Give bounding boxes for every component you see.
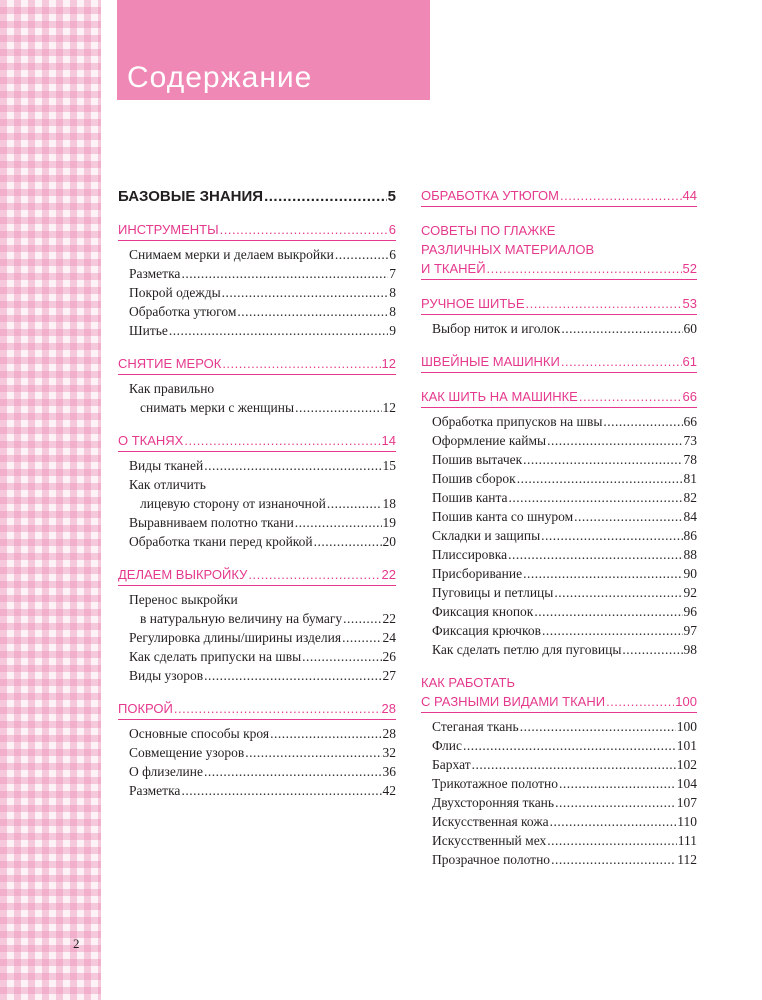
toc-leader: [554, 583, 682, 602]
toc-entry[interactable]: [118, 379, 396, 417]
gingham-border: [0, 0, 101, 1000]
toc-entry-label: Совмещение узоров: [129, 745, 245, 760]
toc-entry[interactable]: [421, 774, 697, 793]
toc-entry-row: [432, 564, 697, 583]
toc-entry-label: Пошив сборок: [432, 471, 516, 486]
toc-sections-right: [421, 186, 697, 869]
toc-entry-label: Присборивание: [432, 566, 523, 581]
toc-section-title: [118, 699, 396, 718]
toc-entry-row: [129, 781, 396, 800]
toc-leader: [574, 507, 682, 526]
toc-entry-label: С РАЗНЫМИ ВИДАМИ ТКАНИ: [421, 694, 606, 709]
toc-entry-page: 96: [683, 604, 697, 619]
toc-section-title: [421, 186, 697, 205]
toc-section-heading[interactable]: [421, 352, 697, 373]
toc-leader: [560, 186, 682, 205]
toc-entry-row: [432, 545, 697, 564]
toc-section: [118, 565, 396, 685]
toc-entry[interactable]: [118, 264, 396, 283]
toc-entry[interactable]: [421, 469, 697, 488]
toc-section: [421, 673, 697, 869]
toc-entry-row: [432, 469, 697, 488]
toc-entry-label: Двухсторонняя ткань: [432, 795, 555, 810]
toc-leader: [523, 450, 682, 469]
toc-sections-left: [118, 220, 396, 800]
toc-section-title: [118, 565, 396, 584]
toc-entry-label: Регулировка длины/ширины изделия: [129, 630, 342, 645]
toc-leader: [561, 319, 682, 338]
toc-entry-label: ПОКРОЙ: [118, 701, 173, 716]
toc-part-label: БАЗОВЫЕ ЗНАНИЯ: [118, 188, 264, 205]
toc-entry-label: Пошив канта: [432, 490, 508, 505]
page-title: Содержание: [127, 61, 313, 94]
toc-section: [118, 431, 396, 551]
toc-entry[interactable]: [421, 793, 697, 812]
toc-entry[interactable]: [421, 526, 697, 545]
toc-section: [421, 294, 697, 338]
toc-entry-page: 111: [677, 833, 697, 848]
toc-section-heading[interactable]: [421, 673, 697, 713]
toc-entry-page: 84: [683, 509, 697, 524]
toc-entry-row: [432, 583, 697, 602]
toc-section-title-line: РАЗЛИЧНЫХ МАТЕРИАЛОВ: [421, 242, 595, 257]
toc-leader: [547, 831, 676, 850]
toc-entry-row: [129, 743, 396, 762]
toc-entry[interactable]: [118, 245, 396, 264]
toc-entry-row: [129, 724, 396, 743]
toc-entry-page: 98: [683, 642, 697, 657]
toc-leader: [523, 564, 682, 583]
toc-entry-page: 110: [677, 814, 697, 829]
toc-entry-label: ДЕЛАЕМ ВЫКРОЙКУ: [118, 567, 248, 582]
toc-entry-page: 26: [382, 649, 396, 664]
toc-entry-page: 78: [683, 452, 697, 467]
toc-entry-page: 107: [676, 795, 697, 810]
toc-leader: [550, 812, 677, 831]
toc-leader: [487, 259, 682, 278]
toc-entry-label: Оформление каймы: [432, 433, 547, 448]
toc-entry-label: Складки и защипы: [432, 528, 541, 543]
toc-leader: [248, 565, 380, 584]
toc-entry-page: 28: [382, 726, 396, 741]
toc-entry-row: [129, 245, 396, 264]
toc-entry-page: 7: [389, 266, 396, 281]
toc-leader: [463, 736, 676, 755]
toc-entry-label: Основные способы кроя: [129, 726, 270, 741]
toc-entry-page: 32: [382, 745, 396, 760]
toc-entry-label: в натуральную величину на бумагу: [140, 611, 343, 626]
toc-leader: [204, 762, 382, 781]
toc-entry-page: 19: [382, 515, 396, 530]
toc-section: [421, 387, 697, 659]
toc-entry-label: Фиксация кнопок: [432, 604, 534, 619]
toc-leader: [509, 488, 683, 507]
toc-entry-label: О ТКАНЯХ: [118, 433, 184, 448]
toc-section-title: [118, 431, 396, 450]
toc-entry-label: И ТКАНЕЙ: [421, 261, 486, 276]
toc-entry[interactable]: [421, 755, 697, 774]
toc-entry-page: 12: [381, 356, 396, 371]
toc-entry-row: [432, 488, 697, 507]
toc-leader: [237, 302, 388, 321]
toc-section-title: [421, 692, 697, 711]
toc-entry-page: 92: [683, 585, 697, 600]
toc-entry[interactable]: [421, 412, 697, 431]
toc-entry-row: [129, 494, 396, 513]
toc-leader: [534, 602, 682, 621]
toc-entry[interactable]: [421, 319, 697, 338]
toc-column-right: [421, 186, 697, 869]
toc-entry[interactable]: [421, 450, 697, 469]
toc-entry-row: [129, 398, 396, 417]
toc-leader: [302, 647, 381, 666]
toc-section-title: [421, 259, 697, 278]
toc-entry-row: [129, 609, 396, 628]
toc-entry[interactable]: [118, 628, 396, 647]
toc-entry-label: Искусственная кожа: [432, 814, 549, 829]
toc-leader: [222, 283, 389, 302]
toc-entry[interactable]: [118, 513, 396, 532]
toc-entry[interactable]: [421, 583, 697, 602]
toc-entry-page: 81: [683, 471, 697, 486]
toc-section-heading[interactable]: [118, 220, 396, 241]
toc-leader: [472, 755, 676, 774]
toc-entry-page: 20: [382, 534, 396, 549]
toc-section: [421, 221, 697, 280]
toc-entry[interactable]: [118, 647, 396, 666]
toc-entry-page: 9: [389, 323, 396, 338]
toc-section-title: [118, 220, 396, 239]
toc-section-title: [118, 354, 396, 373]
toc-section-title: [421, 352, 697, 371]
toc-entry-page: 86: [683, 528, 697, 543]
toc-entry-label: РУЧНОЕ ШИТЬЕ: [421, 296, 525, 311]
toc-entry-label: ОБРАБОТКА УТЮГОМ: [421, 188, 559, 203]
toc-entry-page: 42: [382, 783, 396, 798]
toc-entry-label: О флизелине: [129, 764, 203, 779]
toc-section-heading[interactable]: [421, 186, 697, 207]
toc-entry-page: 102: [676, 757, 697, 772]
toc-column-left: [118, 186, 396, 800]
toc-section-heading[interactable]: [118, 354, 396, 375]
toc-entry-label: Обработка утюгом: [129, 304, 237, 319]
toc-leader: [335, 245, 388, 264]
toc-entry-page: 22: [382, 611, 396, 626]
toc-entry[interactable]: [421, 812, 697, 831]
toc-section-heading[interactable]: [421, 387, 697, 408]
toc-entry[interactable]: [118, 724, 396, 743]
toc-entry-page: 66: [683, 414, 697, 429]
toc-entry-row: [432, 621, 697, 640]
toc-entry[interactable]: [118, 321, 396, 340]
toc-entry-row: [432, 450, 697, 469]
toc-entry-row: [129, 513, 396, 532]
toc-entry-label: Искусственный мех: [432, 833, 547, 848]
toc-entry-label: Пошив вытачек: [432, 452, 523, 467]
toc-leader: [314, 532, 382, 551]
toc-leader: [327, 494, 382, 513]
toc-entry-page: 24: [382, 630, 396, 645]
toc-section-heading[interactable]: [421, 294, 697, 315]
toc-entry-label: Обработка припусков на швы: [432, 414, 603, 429]
page-number: 2: [73, 936, 80, 951]
toc-entry-page: 90: [683, 566, 697, 581]
toc-entry-label: Пошив канта со шнуром: [432, 509, 574, 524]
toc-entry-line: Как правильно: [129, 381, 215, 396]
toc-section: [118, 354, 396, 417]
toc-leader: [559, 774, 676, 793]
toc-leader: [245, 743, 381, 762]
toc-entry-row: [432, 812, 697, 831]
toc-entry-row: [432, 755, 697, 774]
toc-section-title: [421, 294, 697, 313]
toc-leader: [542, 621, 683, 640]
toc-entry-label: Разметка: [129, 266, 181, 281]
toc-section: [421, 186, 697, 207]
toc-leader: [204, 666, 381, 685]
toc-leader: [520, 717, 676, 736]
toc-entry-label: Выравниваем полотно ткани: [129, 515, 294, 530]
toc-entry[interactable]: [118, 743, 396, 762]
toc-entry-page: 112: [677, 852, 697, 867]
toc-entry-page: 36: [382, 764, 396, 779]
toc-entry-page: 60: [683, 321, 697, 336]
toc-entry-page: 66: [682, 389, 697, 404]
toc-entry-label: Стеганая ткань: [432, 719, 519, 734]
toc-entry-row: [129, 283, 396, 302]
toc-entry-page: 97: [683, 623, 697, 638]
toc-entry-label: Прозрачное полотно: [432, 852, 551, 867]
toc-entry-page: 12: [382, 400, 396, 415]
toc-entry-page: 22: [381, 567, 396, 582]
toc-section-heading[interactable]: [118, 699, 396, 720]
toc-entry[interactable]: [118, 475, 396, 513]
toc-leader: [603, 412, 682, 431]
toc-entry-row: [129, 264, 396, 283]
toc-leader: [181, 264, 388, 283]
toc-entry-label: Плиссировка: [432, 547, 508, 562]
toc-entry-row: [432, 717, 697, 736]
toc-entry[interactable]: [118, 302, 396, 321]
toc-entry-row: [432, 736, 697, 755]
toc-entry[interactable]: [118, 590, 396, 628]
toc-entry-label: Виды узоров: [129, 668, 204, 683]
toc-entry[interactable]: [421, 564, 697, 583]
toc-entry[interactable]: [118, 532, 396, 551]
toc-entry-page: 15: [382, 458, 396, 473]
toc-entry[interactable]: [421, 507, 697, 526]
toc-entry-row: [129, 762, 396, 781]
toc-entry[interactable]: [118, 666, 396, 685]
toc-entry-page: 27: [382, 668, 396, 683]
toc-entry-label: ИНСТРУМЕНТЫ: [118, 222, 219, 237]
toc-section-heading[interactable]: [118, 431, 396, 452]
toc-entry-page: 73: [683, 433, 697, 448]
toc-entry-row: [432, 412, 697, 431]
toc-section-heading[interactable]: [421, 221, 697, 280]
toc-entry-page: 101: [676, 738, 697, 753]
toc-leader: [204, 456, 381, 475]
toc-leader: [270, 724, 381, 743]
toc-entry[interactable]: [118, 283, 396, 302]
toc-section-title-line: КАК РАБОТАТЬ: [421, 675, 516, 690]
toc-entry-row: [432, 507, 697, 526]
toc-entry-label: Бархат: [432, 757, 471, 772]
toc-entry-label: Снимаем мерки и делаем выкройки: [129, 247, 334, 262]
toc-entry-row: [129, 321, 396, 340]
toc-section-title: [421, 387, 697, 406]
toc-entry-row: [432, 319, 697, 338]
toc-leader: [622, 640, 682, 659]
toc-entry-page: 104: [676, 776, 697, 791]
toc-entry-row: [432, 831, 697, 850]
toc-entry-label: КАК ШИТЬ НА МАШИНКЕ: [421, 389, 578, 404]
toc-leader: [342, 628, 381, 647]
toc-entry[interactable]: [118, 456, 396, 475]
toc-entry-page: 8: [389, 304, 396, 319]
toc-leader: [295, 513, 382, 532]
toc-entry-label: Виды тканей: [129, 458, 204, 473]
toc-entry-page: 14: [381, 433, 396, 448]
toc-entry-page: 44: [682, 188, 697, 203]
toc-entry[interactable]: [421, 850, 697, 869]
toc-entry-label: Фиксация крючков: [432, 623, 541, 638]
toc-entry-label: лицевую сторону от изнаночной: [140, 496, 326, 511]
toc-entry-label: Обработка ткани перед кройкой: [129, 534, 313, 549]
toc-entry-page: 6: [389, 247, 396, 262]
toc-entry-row: [129, 666, 396, 685]
toc-part-page: 5: [387, 188, 396, 205]
toc-leader: [222, 354, 380, 373]
toc-entry-label: Выбор ниток и иголок: [432, 321, 561, 336]
toc-entry-page: 8: [389, 285, 396, 300]
toc-entry-line: Перенос выкройки: [129, 592, 238, 607]
toc-entry[interactable]: [421, 621, 697, 640]
toc-entry-row: [432, 774, 697, 793]
toc-entry-label: Шитье: [129, 323, 168, 338]
toc-entry-label: Как сделать петлю для пуговицы: [432, 642, 622, 657]
toc-leader: [508, 545, 682, 564]
toc-entry-row: [129, 302, 396, 321]
toc-section: [421, 352, 697, 373]
toc-entry-page: 61: [682, 354, 697, 369]
toc-leader: [169, 321, 388, 340]
toc-entry[interactable]: [421, 640, 697, 659]
toc-entry-row: [129, 647, 396, 666]
toc-leader: [526, 294, 682, 313]
toc-leader: [555, 793, 676, 812]
toc-entry[interactable]: [118, 762, 396, 781]
toc-part-heading[interactable]: [118, 186, 396, 208]
toc-entry-page: 18: [382, 496, 396, 511]
toc-entry-row: [432, 850, 697, 869]
toc-entry-label: Флис: [432, 738, 462, 753]
toc-entry-page: 100: [676, 719, 697, 734]
toc-entry-page: 6: [388, 222, 396, 237]
toc-entry-label: снимать мерки с женщины: [140, 400, 295, 415]
toc-entry-row: [432, 793, 697, 812]
toc-entry-row: [432, 526, 697, 545]
toc-entry-line: Как отличить: [129, 477, 206, 492]
toc-entry[interactable]: [421, 488, 697, 507]
toc-leader: [606, 692, 674, 711]
toc-entry-page: 100: [675, 694, 697, 709]
toc-entry-page: 82: [683, 490, 697, 505]
toc-leader: [264, 186, 387, 208]
toc-entry[interactable]: [421, 831, 697, 850]
toc-entry-label: Разметка: [129, 783, 181, 798]
toc-leader: [561, 352, 682, 371]
toc-entry[interactable]: [421, 431, 697, 450]
toc-section: [118, 699, 396, 800]
toc-leader: [547, 431, 682, 450]
toc-leader: [181, 781, 381, 800]
toc-section-heading[interactable]: [118, 565, 396, 586]
toc-entry[interactable]: [421, 545, 697, 564]
toc-entry[interactable]: [421, 602, 697, 621]
toc-leader: [295, 398, 381, 417]
toc-entry-page: 53: [682, 296, 697, 311]
toc-entry-label: СНЯТИЕ МЕРОК: [118, 356, 222, 371]
toc-entry-row: [432, 431, 697, 450]
toc-leader: [174, 699, 381, 718]
toc-entry-page: 28: [381, 701, 396, 716]
toc-entry-label: Как сделать припуски на швы: [129, 649, 302, 664]
toc-entry[interactable]: [118, 781, 396, 800]
toc-entry-row: [432, 602, 697, 621]
toc-entry-row: [129, 456, 396, 475]
toc-leader: [220, 220, 388, 239]
toc-leader: [343, 609, 381, 628]
toc-entry-page: 52: [682, 261, 697, 276]
toc-section: [118, 220, 396, 340]
toc-leader: [517, 469, 683, 488]
toc-entry-row: [432, 640, 697, 659]
toc-leader: [541, 526, 682, 545]
toc-entry-label: Покрой одежды: [129, 285, 221, 300]
toc-entry[interactable]: [421, 717, 697, 736]
toc-leader: [579, 387, 682, 406]
toc-entry-row: [129, 628, 396, 647]
toc-entry-label: Пуговицы и петлицы: [432, 585, 554, 600]
toc-section-title-line: СОВЕТЫ ПО ГЛАЖКЕ: [421, 223, 556, 238]
toc-entry-page: 88: [683, 547, 697, 562]
toc-leader: [184, 431, 380, 450]
toc-entry-label: ШВЕЙНЫЕ МАШИНКИ: [421, 354, 560, 369]
toc-leader: [551, 850, 676, 869]
toc-entry-row: [129, 532, 396, 551]
toc-entry-label: Трикотажное полотно: [432, 776, 559, 791]
toc-entry[interactable]: [421, 736, 697, 755]
